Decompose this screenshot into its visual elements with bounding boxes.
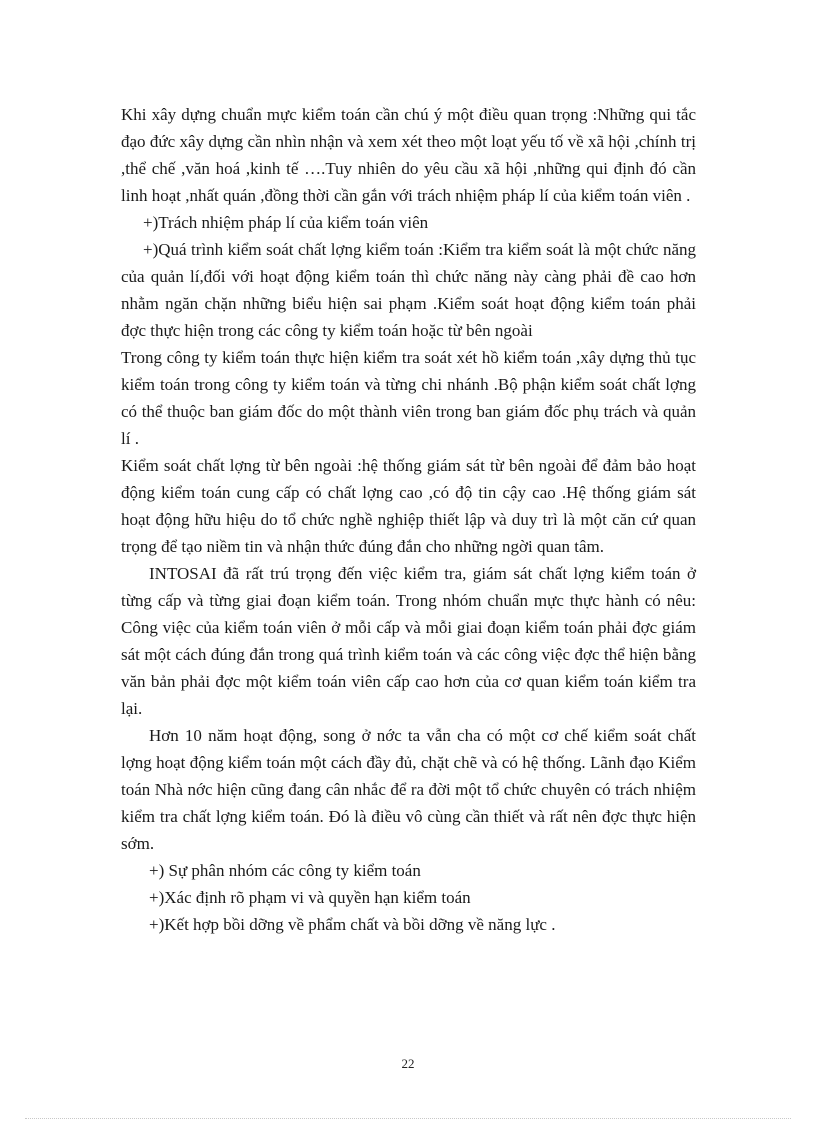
paragraph-grouping: +) Sự phân nhóm các công ty kiểm toán [149,861,421,880]
paragraph-standards-intro: Khi xây dựng chuẩn mực kiểm toán cần chú ý một điều quan trọng :Những qui tắc đạo đức xây dựng cần nhìn nhận và xem xét theo một loạt yếu tố về xã hội ,chính trị ,thể chế ,văn hoá ,kinh tế ….Tuy nhiên do yêu cầu xã hội ,những qui định đó cần linh hoạt ,nhất quán ,đồng thời cần gắn với trách nhiệm pháp lí của kiểm toán viên . [121,105,696,205]
page-bottom-divider [25,1118,791,1119]
paragraph-intosai: INTOSAI đã rất trú trọng đến việc kiểm tra, giám sát chất lợng kiểm toán ở từng cấp và từng giai đoạn kiểm toán. Trong nhóm chuẩn mực thực hành có nêu: Công việc của kiểm toán viên ở mỗi cấp và mỗi giai đoạn kiểm toán phải đợc giám sát một cách đúng đắn trong quá trình kiểm toán và các công việc đợc thể hiện bằng văn bản phải đợc một kiểm toán viên cấp cao hơn của cơ quan kiểm toán kiểm tra lại. [121,564,696,718]
paragraph-ten-years: Hơn 10 năm hoạt động, song ở nớc ta vẫn cha có một cơ chế kiểm soát chất lợng hoạt động kiểm toán một cách đầy đủ, chặt chẽ và có hệ thống. Lãnh đạo Kiểm toán Nhà nớc hiện cũng đang cân nhắc để ra đời một tổ chức chuyên có trách nhiệm kiểm tra chất lợng kiểm toán. Đó là điều vô cùng cần thiết và rất nên đợc thực hiện sớm. [121,726,696,853]
paragraph-internal-control: Trong công ty kiểm toán thực hiện kiểm tra soát xét hồ kiểm toán ,xây dựng thủ tục kiểm toán trong công ty kiểm toán và từng chi nhánh .Bộ phận kiểm soát chất lợng có thể thuộc ban giám đốc do một thành viên trong ban giám đốc phụ trách và quản lí . [121,348,696,448]
paragraph-training: +)Kết hợp bồi dỡng về phẩm chất và bồi dỡng về năng lực . [149,915,556,934]
paragraph-quality-control-process: +)Quá trình kiểm soát chất lợng kiểm toán :Kiểm tra kiểm soát là một chức năng của quản lí,đối với hoạt động kiểm toán thì chức năng này càng phải đề cao hơn nhằm ngăn chặn những biểu hiện sai phạm .Kiểm soát hoạt động kiểm toán phải đợc thực hiện trong các công ty kiểm toán hoặc từ bên ngoài [121,240,696,340]
paragraph-legal-responsibility: +)Trách nhiệm pháp lí của kiểm toán viên [143,213,429,232]
page-number: 22 [401,1056,415,1071]
paragraph-scope: +)Xác định rõ phạm vi và quyền hạn kiểm toán [149,888,471,907]
paragraph-external-control: Kiểm soát chất lợng từ bên ngoài :hệ thống giám sát từ bên ngoài để đảm bảo hoạt động kiểm toán cung cấp có chất lợng cao ,có độ tin cậy cao .Hệ thống giám sát hoạt động hữu hiệu do tổ chức nghề nghiệp thiết lập và duy trì là một căn cứ quan trọng để tạo niềm tin và nhận thức đúng đắn cho những ngời quan tâm. [121,456,696,556]
body-text [121,101,696,938]
